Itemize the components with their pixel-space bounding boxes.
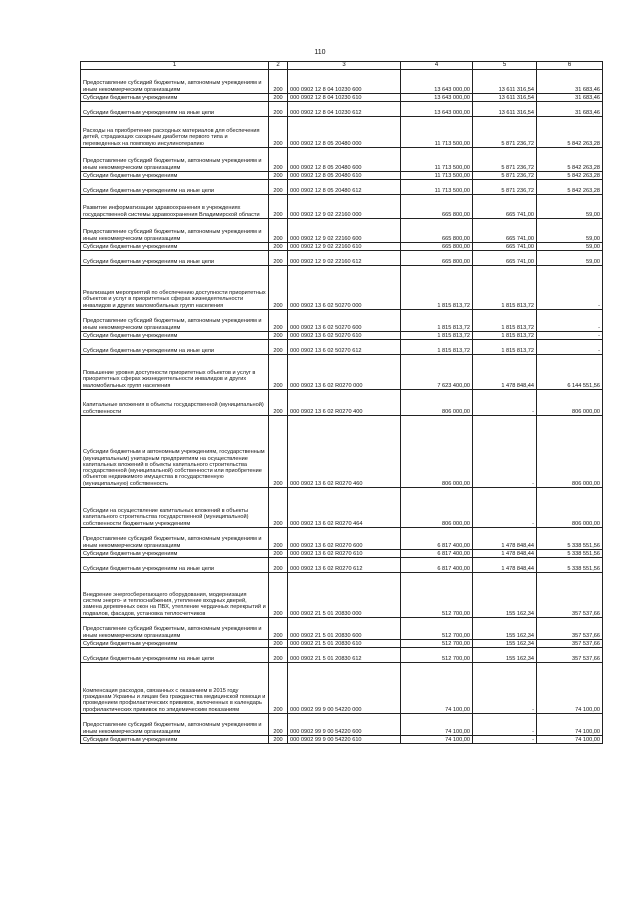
table-row <box>81 70 603 94</box>
remaining-amount-cell: - <box>537 266 603 310</box>
budget-code-cell: 000 0902 13 6 02 50270 610 <box>288 332 401 340</box>
executed-amount-cell: 665 741,00 <box>473 195 537 219</box>
admin-code-cell: 200 <box>269 266 288 310</box>
table-row <box>81 355 603 390</box>
executed-amount-cell: - <box>473 488 537 528</box>
executed-amount-cell: 1 478 848,44 <box>473 355 537 390</box>
table-row <box>81 390 603 416</box>
budget-code-cell: 000 0902 99 9 00 54220 610 <box>288 736 401 744</box>
executed-amount-cell: 1 478 848,44 <box>473 528 537 550</box>
budget-code-cell: 000 0902 13 6 02 R0270 400 <box>288 390 401 416</box>
budget-code-cell: 000 0902 13 6 02 50270 612 <box>288 340 401 355</box>
remaining-amount-cell: 357 537,66 <box>537 618 603 640</box>
approved-amount-cell: 11 713 500,00 <box>401 180 473 195</box>
budget-code-cell: 000 0902 13 6 02 R0270 460 <box>288 416 401 488</box>
row-name-cell: Предоставление субсидий бюджетным, автономным учреждениям и иным некоммерческим организациям <box>81 714 269 736</box>
row-name-cell: Субсидии на осуществление капитальных вложений в объекты капитального строительства государственной (муниципальной) собственности бюджетным учреждениям <box>81 488 269 528</box>
table-row <box>81 148 603 172</box>
approved-amount-cell: 11 713 500,00 <box>401 148 473 172</box>
executed-amount-cell: 665 741,00 <box>473 251 537 266</box>
table-row <box>81 573 603 618</box>
remaining-amount-cell: 59,00 <box>537 219 603 243</box>
admin-code-cell: 200 <box>269 736 288 744</box>
header-cell: 2 <box>269 62 288 70</box>
approved-amount-cell: 74 100,00 <box>401 663 473 714</box>
table-header-row <box>81 62 603 70</box>
row-name-cell: Предоставление субсидий бюджетным, автономным учреждениям и иным некоммерческим организациям <box>81 310 269 332</box>
row-name-cell: Предоставление субсидий бюджетным, автономным учреждениям и иным некоммерческим организациям <box>81 70 269 94</box>
row-name-cell: Субсидии бюджетным учреждениям <box>81 550 269 558</box>
admin-code-cell: 200 <box>269 340 288 355</box>
row-name-cell: Субсидии бюджетным учреждениям на иные цели <box>81 340 269 355</box>
approved-amount-cell: 6 817 400,00 <box>401 528 473 550</box>
remaining-amount-cell: 806 000,00 <box>537 416 603 488</box>
executed-amount-cell: 155 162,34 <box>473 640 537 648</box>
row-name-cell: Субсидии бюджетным и автономным учреждениям, государственным (муниципальным) унитарным предприятиям на осуществление капитальных вложений в объекты капитального строительства государственной (муниципальной) собственности или приобретение объектов недвижимого имущества в государственную (муниципальную) собственность <box>81 416 269 488</box>
admin-code-cell: 200 <box>269 558 288 573</box>
budget-code-cell: 000 0902 13 6 02 R0270 612 <box>288 558 401 573</box>
table-row <box>81 528 603 550</box>
header-cell: 1 <box>81 62 269 70</box>
remaining-amount-cell: 31 683,46 <box>537 102 603 117</box>
budget-code-cell: 000 0902 21 5 01 20830 000 <box>288 573 401 618</box>
budget-code-cell: 000 0902 13 6 02 R0270 000 <box>288 355 401 390</box>
executed-amount-cell: 5 871 236,72 <box>473 180 537 195</box>
table-row <box>81 558 603 573</box>
admin-code-cell: 200 <box>269 195 288 219</box>
executed-amount-cell: 5 871 236,72 <box>473 172 537 180</box>
executed-amount-cell: - <box>473 736 537 744</box>
table-row <box>81 117 603 148</box>
admin-code-cell: 200 <box>269 117 288 148</box>
table-row <box>81 195 603 219</box>
table-row <box>81 332 603 340</box>
admin-code-cell: 200 <box>269 332 288 340</box>
table-row <box>81 266 603 310</box>
budget-code-cell: 000 0902 12 8 05 20480 612 <box>288 180 401 195</box>
remaining-amount-cell: 357 537,66 <box>537 573 603 618</box>
approved-amount-cell: 1 815 813,72 <box>401 340 473 355</box>
approved-amount-cell: 6 817 400,00 <box>401 558 473 573</box>
admin-code-cell: 200 <box>269 310 288 332</box>
approved-amount-cell: 1 815 813,72 <box>401 332 473 340</box>
approved-amount-cell: 806 000,00 <box>401 488 473 528</box>
approved-amount-cell: 13 643 000,00 <box>401 70 473 94</box>
row-name-cell: Субсидии бюджетным учреждениям <box>81 94 269 102</box>
table-row <box>81 251 603 266</box>
remaining-amount-cell: 74 100,00 <box>537 663 603 714</box>
remaining-amount-cell: 806 000,00 <box>537 390 603 416</box>
remaining-amount-cell: 5 338 551,56 <box>537 550 603 558</box>
approved-amount-cell: 512 700,00 <box>401 618 473 640</box>
remaining-amount-cell: - <box>537 310 603 332</box>
table-row <box>81 648 603 663</box>
remaining-amount-cell: 59,00 <box>537 243 603 251</box>
remaining-amount-cell: 59,00 <box>537 195 603 219</box>
budget-code-cell: 000 0902 21 5 01 20830 600 <box>288 618 401 640</box>
admin-code-cell: 200 <box>269 148 288 172</box>
executed-amount-cell: 1 478 848,44 <box>473 558 537 573</box>
budget-code-cell: 000 0902 12 9 02 22160 000 <box>288 195 401 219</box>
admin-code-cell: 200 <box>269 488 288 528</box>
budget-code-cell: 000 0902 12 8 05 20480 610 <box>288 172 401 180</box>
budget-code-cell: 000 0902 12 9 02 22160 612 <box>288 251 401 266</box>
approved-amount-cell: 13 643 000,00 <box>401 102 473 117</box>
row-name-cell: Развитие информатизации здравоохранения в учреждениях государственной системы здравоохранения Владимирской области <box>81 195 269 219</box>
row-name-cell: Внедрение энергосберегающего оборудования, модернизация систем энерго- и теплоснабжения, утепление входных дверей, замена деревянных окон на ПВХ, утепление чердачных перекрытий и подвалов, фасадов, установка теплосчетчиков <box>81 573 269 618</box>
table-row <box>81 488 603 528</box>
remaining-amount-cell: 806 000,00 <box>537 488 603 528</box>
executed-amount-cell: 5 871 236,72 <box>473 148 537 172</box>
row-name-cell: Предоставление субсидий бюджетным, автономным учреждениям и иным некоммерческим организациям <box>81 219 269 243</box>
executed-amount-cell: 1 815 813,72 <box>473 266 537 310</box>
table-row <box>81 640 603 648</box>
row-name-cell: Расходы на приобретение расходных материалов для обеспечения детей, страдающих сахарным диабетом первого типа и переведенных на помповую инсулинотерапию <box>81 117 269 148</box>
table-row <box>81 416 603 488</box>
executed-amount-cell: 1 815 813,72 <box>473 332 537 340</box>
executed-amount-cell: 13 611 316,54 <box>473 102 537 117</box>
budget-code-cell: 000 0902 12 8 04 10230 612 <box>288 102 401 117</box>
approved-amount-cell: 665 800,00 <box>401 251 473 266</box>
executed-amount-cell: 13 611 316,54 <box>473 94 537 102</box>
executed-amount-cell: 5 871 236,72 <box>473 117 537 148</box>
row-name-cell: Субсидии бюджетным учреждениям <box>81 640 269 648</box>
approved-amount-cell: 806 000,00 <box>401 416 473 488</box>
approved-amount-cell: 1 815 813,72 <box>401 310 473 332</box>
approved-amount-cell: 74 100,00 <box>401 714 473 736</box>
executed-amount-cell: - <box>473 390 537 416</box>
budget-code-cell: 000 0902 12 8 04 10230 600 <box>288 70 401 94</box>
executed-amount-cell: 1 478 848,44 <box>473 550 537 558</box>
approved-amount-cell: 13 643 000,00 <box>401 94 473 102</box>
approved-amount-cell: 665 800,00 <box>401 243 473 251</box>
executed-amount-cell: 155 162,34 <box>473 573 537 618</box>
table-row <box>81 618 603 640</box>
approved-amount-cell: 665 800,00 <box>401 195 473 219</box>
approved-amount-cell: 512 700,00 <box>401 640 473 648</box>
row-name-cell: Субсидии бюджетным учреждениям <box>81 332 269 340</box>
remaining-amount-cell: 31 683,46 <box>537 94 603 102</box>
row-name-cell: Субсидии бюджетным учреждениям на иные цели <box>81 558 269 573</box>
admin-code-cell: 200 <box>269 714 288 736</box>
remaining-amount-cell: 31 683,46 <box>537 70 603 94</box>
remaining-amount-cell: 74 100,00 <box>537 736 603 744</box>
executed-amount-cell: 155 162,34 <box>473 618 537 640</box>
remaining-amount-cell: 74 100,00 <box>537 714 603 736</box>
budget-code-cell: 000 0902 12 9 02 22160 600 <box>288 219 401 243</box>
row-name-cell: Предоставление субсидий бюджетным, автономным учреждениям и иным некоммерческим организациям <box>81 618 269 640</box>
row-name-cell: Реализация мероприятий по обеспечению доступности приоритетных объектов и услуг в приоритетных сферах жизнедеятельности инвалидов и других маломобильных групп населения <box>81 266 269 310</box>
remaining-amount-cell: - <box>537 340 603 355</box>
admin-code-cell: 200 <box>269 390 288 416</box>
remaining-amount-cell: 357 537,66 <box>537 648 603 663</box>
executed-amount-cell: 1 815 813,72 <box>473 310 537 332</box>
admin-code-cell: 200 <box>269 102 288 117</box>
remaining-amount-cell: 5 338 551,56 <box>537 558 603 573</box>
executed-amount-cell: - <box>473 416 537 488</box>
table-row <box>81 714 603 736</box>
row-name-cell: Субсидии бюджетным учреждениям на иные цели <box>81 251 269 266</box>
approved-amount-cell: 11 713 500,00 <box>401 172 473 180</box>
budget-code-cell: 000 0902 13 6 02 50270 000 <box>288 266 401 310</box>
table-row <box>81 736 603 744</box>
approved-amount-cell: 6 817 400,00 <box>401 550 473 558</box>
budget-code-cell: 000 0902 99 9 00 54220 000 <box>288 663 401 714</box>
approved-amount-cell: 74 100,00 <box>401 736 473 744</box>
approved-amount-cell: 806 000,00 <box>401 390 473 416</box>
budget-code-cell: 000 0902 21 5 01 20830 612 <box>288 648 401 663</box>
admin-code-cell: 200 <box>269 219 288 243</box>
admin-code-cell: 200 <box>269 573 288 618</box>
table-row <box>81 180 603 195</box>
admin-code-cell: 200 <box>269 251 288 266</box>
remaining-amount-cell: 5 338 551,56 <box>537 528 603 550</box>
budget-execution-table <box>80 61 603 744</box>
table-row <box>81 340 603 355</box>
header-cell: 6 <box>537 62 603 70</box>
row-name-cell: Субсидии бюджетным учреждениям <box>81 736 269 744</box>
executed-amount-cell: 13 611 316,54 <box>473 70 537 94</box>
approved-amount-cell: 665 800,00 <box>401 219 473 243</box>
admin-code-cell: 200 <box>269 94 288 102</box>
admin-code-cell: 200 <box>269 618 288 640</box>
approved-amount-cell: 512 700,00 <box>401 573 473 618</box>
admin-code-cell: 200 <box>269 550 288 558</box>
budget-code-cell: 000 0902 13 6 02 R0270 600 <box>288 528 401 550</box>
row-name-cell: Субсидии бюджетным учреждениям на иные цели <box>81 648 269 663</box>
executed-amount-cell: - <box>473 663 537 714</box>
admin-code-cell: 200 <box>269 70 288 94</box>
row-name-cell: Субсидии бюджетным учреждениям на иные цели <box>81 102 269 117</box>
header-cell: 4 <box>401 62 473 70</box>
remaining-amount-cell: 5 842 263,28 <box>537 172 603 180</box>
table-row <box>81 219 603 243</box>
header-cell: 5 <box>473 62 537 70</box>
budget-code-cell: 000 0902 13 6 02 R0270 610 <box>288 550 401 558</box>
admin-code-cell: 200 <box>269 243 288 251</box>
row-name-cell: Компенсация расходов, связанных с оказанием в 2015 году гражданам Украины и лицам без гражданства медицинской помощи и проведением профилактических прививок, включенных в календарь профилактических прививок по эпидемическим показаниям <box>81 663 269 714</box>
approved-amount-cell: 7 623 400,00 <box>401 355 473 390</box>
table-row <box>81 310 603 332</box>
row-name-cell: Предоставление субсидий бюджетным, автономным учреждениям и иным некоммерческим организациям <box>81 148 269 172</box>
admin-code-cell: 200 <box>269 528 288 550</box>
approved-amount-cell: 1 815 813,72 <box>401 266 473 310</box>
executed-amount-cell: 1 815 813,72 <box>473 340 537 355</box>
row-name-cell: Субсидии бюджетным учреждениям <box>81 243 269 251</box>
admin-code-cell: 200 <box>269 172 288 180</box>
budget-code-cell: 000 0902 12 9 02 22160 610 <box>288 243 401 251</box>
page-number: 110 <box>314 49 326 56</box>
remaining-amount-cell: 5 842 263,28 <box>537 180 603 195</box>
budget-code-cell: 000 0902 12 8 05 20480 600 <box>288 148 401 172</box>
admin-code-cell: 200 <box>269 180 288 195</box>
budget-code-cell: 000 0902 21 5 01 20830 610 <box>288 640 401 648</box>
executed-amount-cell: - <box>473 714 537 736</box>
executed-amount-cell: 665 741,00 <box>473 243 537 251</box>
remaining-amount-cell: - <box>537 332 603 340</box>
admin-code-cell: 200 <box>269 648 288 663</box>
executed-amount-cell: 155 162,34 <box>473 648 537 663</box>
admin-code-cell: 200 <box>269 640 288 648</box>
admin-code-cell: 200 <box>269 355 288 390</box>
approved-amount-cell: 11 713 500,00 <box>401 117 473 148</box>
row-name-cell: Субсидии бюджетным учреждениям <box>81 172 269 180</box>
remaining-amount-cell: 357 537,66 <box>537 640 603 648</box>
executed-amount-cell: 665 741,00 <box>473 219 537 243</box>
row-name-cell: Субсидии бюджетным учреждениям на иные цели <box>81 180 269 195</box>
budget-code-cell: 000 0902 12 8 05 20480 000 <box>288 117 401 148</box>
table-row <box>81 94 603 102</box>
table-row <box>81 102 603 117</box>
header-cell: 3 <box>288 62 401 70</box>
budget-code-cell: 000 0902 13 6 02 50270 600 <box>288 310 401 332</box>
budget-code-cell: 000 0902 12 8 04 10230 610 <box>288 94 401 102</box>
row-name-cell: Повышение уровня доступности приоритетных объектов и услуг в приоритетных сферах жизнедеятельности инвалидов и других маломобильных групп населения <box>81 355 269 390</box>
row-name-cell: Капитальные вложения в объекты государственной (муниципальной) собственности <box>81 390 269 416</box>
remaining-amount-cell: 6 144 551,56 <box>537 355 603 390</box>
budget-code-cell: 000 0902 99 9 00 54220 600 <box>288 714 401 736</box>
table-row <box>81 243 603 251</box>
budget-code-cell: 000 0902 13 6 02 R0270 464 <box>288 488 401 528</box>
row-name-cell: Предоставление субсидий бюджетным, автономным учреждениям и иным некоммерческим организациям <box>81 528 269 550</box>
admin-code-cell: 200 <box>269 416 288 488</box>
remaining-amount-cell: 5 842 263,28 <box>537 148 603 172</box>
table-row <box>81 663 603 714</box>
remaining-amount-cell: 59,00 <box>537 251 603 266</box>
remaining-amount-cell: 5 842 263,28 <box>537 117 603 148</box>
admin-code-cell: 200 <box>269 663 288 714</box>
table-row <box>81 172 603 180</box>
approved-amount-cell: 512 700,00 <box>401 648 473 663</box>
table-row <box>81 550 603 558</box>
